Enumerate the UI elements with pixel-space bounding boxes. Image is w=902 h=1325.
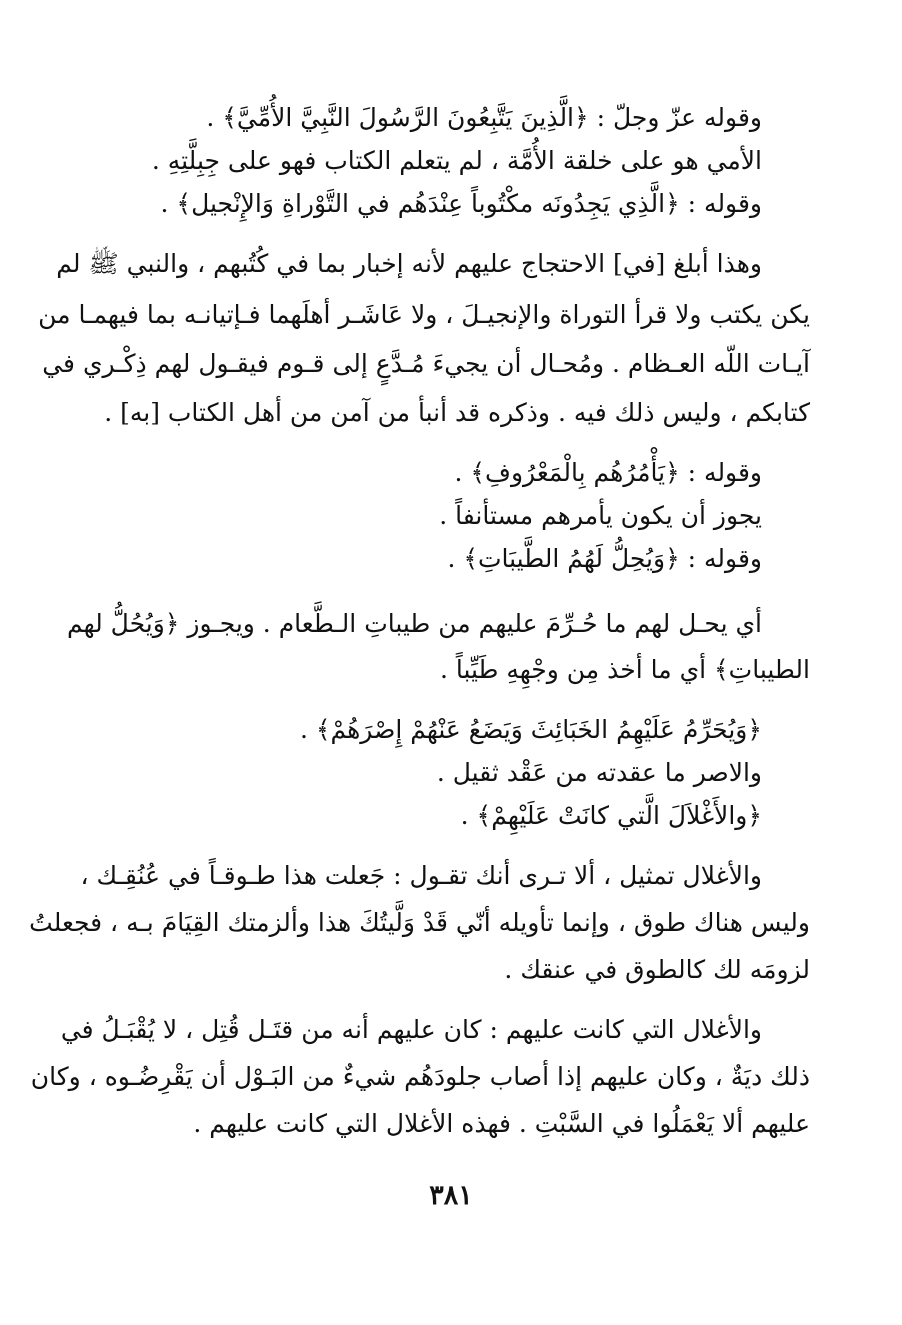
text-line: ذلك ديَةٌ ، وكان عليهم إذا أصاب جلودَهُم شيءٌ من البَـوْل أن يَقْرِضُـوه ، وكان bbox=[30, 1062, 810, 1091]
text-line: الطيباتِ﴾ أي ما أخذ مِن وجْهِهِ طَيِّباً . bbox=[439, 655, 810, 684]
text-line: ﴿وَيُحَرِّمُ عَلَيْهِمُ الخَبَائِثَ وَيَضَعُ عَنْهُمْ إِصْرَهُمْ﴾ . bbox=[299, 715, 762, 744]
text-line: وقوله : ﴿يَأْمُرُهُم بِالْمَعْرُوفِ﴾ . bbox=[454, 458, 762, 487]
text-line: لزومَه لك كالطوق في عنقك . bbox=[504, 955, 810, 984]
text-line: يجوز أن يكون يأمرهم مستأنفاً . bbox=[439, 501, 762, 530]
text-line: وقوله : ﴿الَّذِي يَجِدُونَه مكْتُوباً عِنْدَهُم في التَّوْراةِ وَالإِنْجيل﴾ . bbox=[160, 189, 762, 218]
text-line: آيـات اللّه العـظام . ومُحـال أن يجيءَ مُـدَّعٍ إلى قـوم فيقـول لهم ذِكْـري في bbox=[42, 349, 810, 378]
text-line: يكن يكتب ولا قرأ التوراة والإنجيـلَ ، ولا عَاشَـر أهلَهما فـإتيانـه بما فيهمـا من bbox=[38, 300, 810, 329]
text-line: وهذا أبلغ [في] الاحتجاج عليهم لأنه إخبار بما في كُتُبهم ، والنبي ﷺ لم bbox=[56, 249, 762, 278]
text-line: عليهم ألا يَعْمَلُوا في السَّبْتِ . فهذه الأغلال التي كانت عليهم . bbox=[193, 1109, 810, 1138]
text-line: وقوله : ﴿وَيُحِلُّ لَهُمُ الطَّيبَاتِ﴾ . bbox=[447, 544, 762, 573]
text-line: والاصر ما عقدته من عَقْد ثقيل . bbox=[436, 758, 762, 787]
text-line: والأغلال تمثيل ، ألا تـرى أنك تقـول : جَعلت هذا طـوقـاً في عُنُقِـك ، bbox=[80, 861, 762, 890]
text-line: ﴿والأَغْلاَلَ الَّتي كانَتْ عَلَيْهِمْ﴾ . bbox=[460, 801, 762, 830]
text-line: الأمي هو على خلقة الأُمَّة ، لم يتعلم الكتاب فهو على جِبِلَّتِهِ . bbox=[151, 146, 762, 175]
page-number: ٣٨١ bbox=[429, 1180, 473, 1211]
text-line: والأغلال التي كانت عليهم : كان عليهم أنه من قتَـل قُتِل ، لا يُقْبَـلُ في bbox=[60, 1015, 762, 1044]
text-line: وليس هناك طوق ، وإنما تأويله أنّي قَدْ وَلَّيتُكَ هذا وألزمتك القِيَامَ بـه ، فجعلتُ bbox=[29, 908, 810, 937]
text-line: أي يحـل لهم ما حُـرِّمَ عليهم من طيباتِ الـطَّعام . ويجـوز ﴿وَيُحُلُّ لهم bbox=[66, 609, 762, 638]
text-line: كتابكم ، وليس ذلك فيه . وذكره قد أنبأ من آمن من أهل الكتاب [به] . bbox=[104, 398, 810, 427]
text-line: وقوله عزّ وجلّ : ﴿الَّذِينَ يَتَّبِعُونَ الرَّسُولَ النَّبِيَّ الأُمِّيَّ﴾ . bbox=[206, 103, 762, 132]
